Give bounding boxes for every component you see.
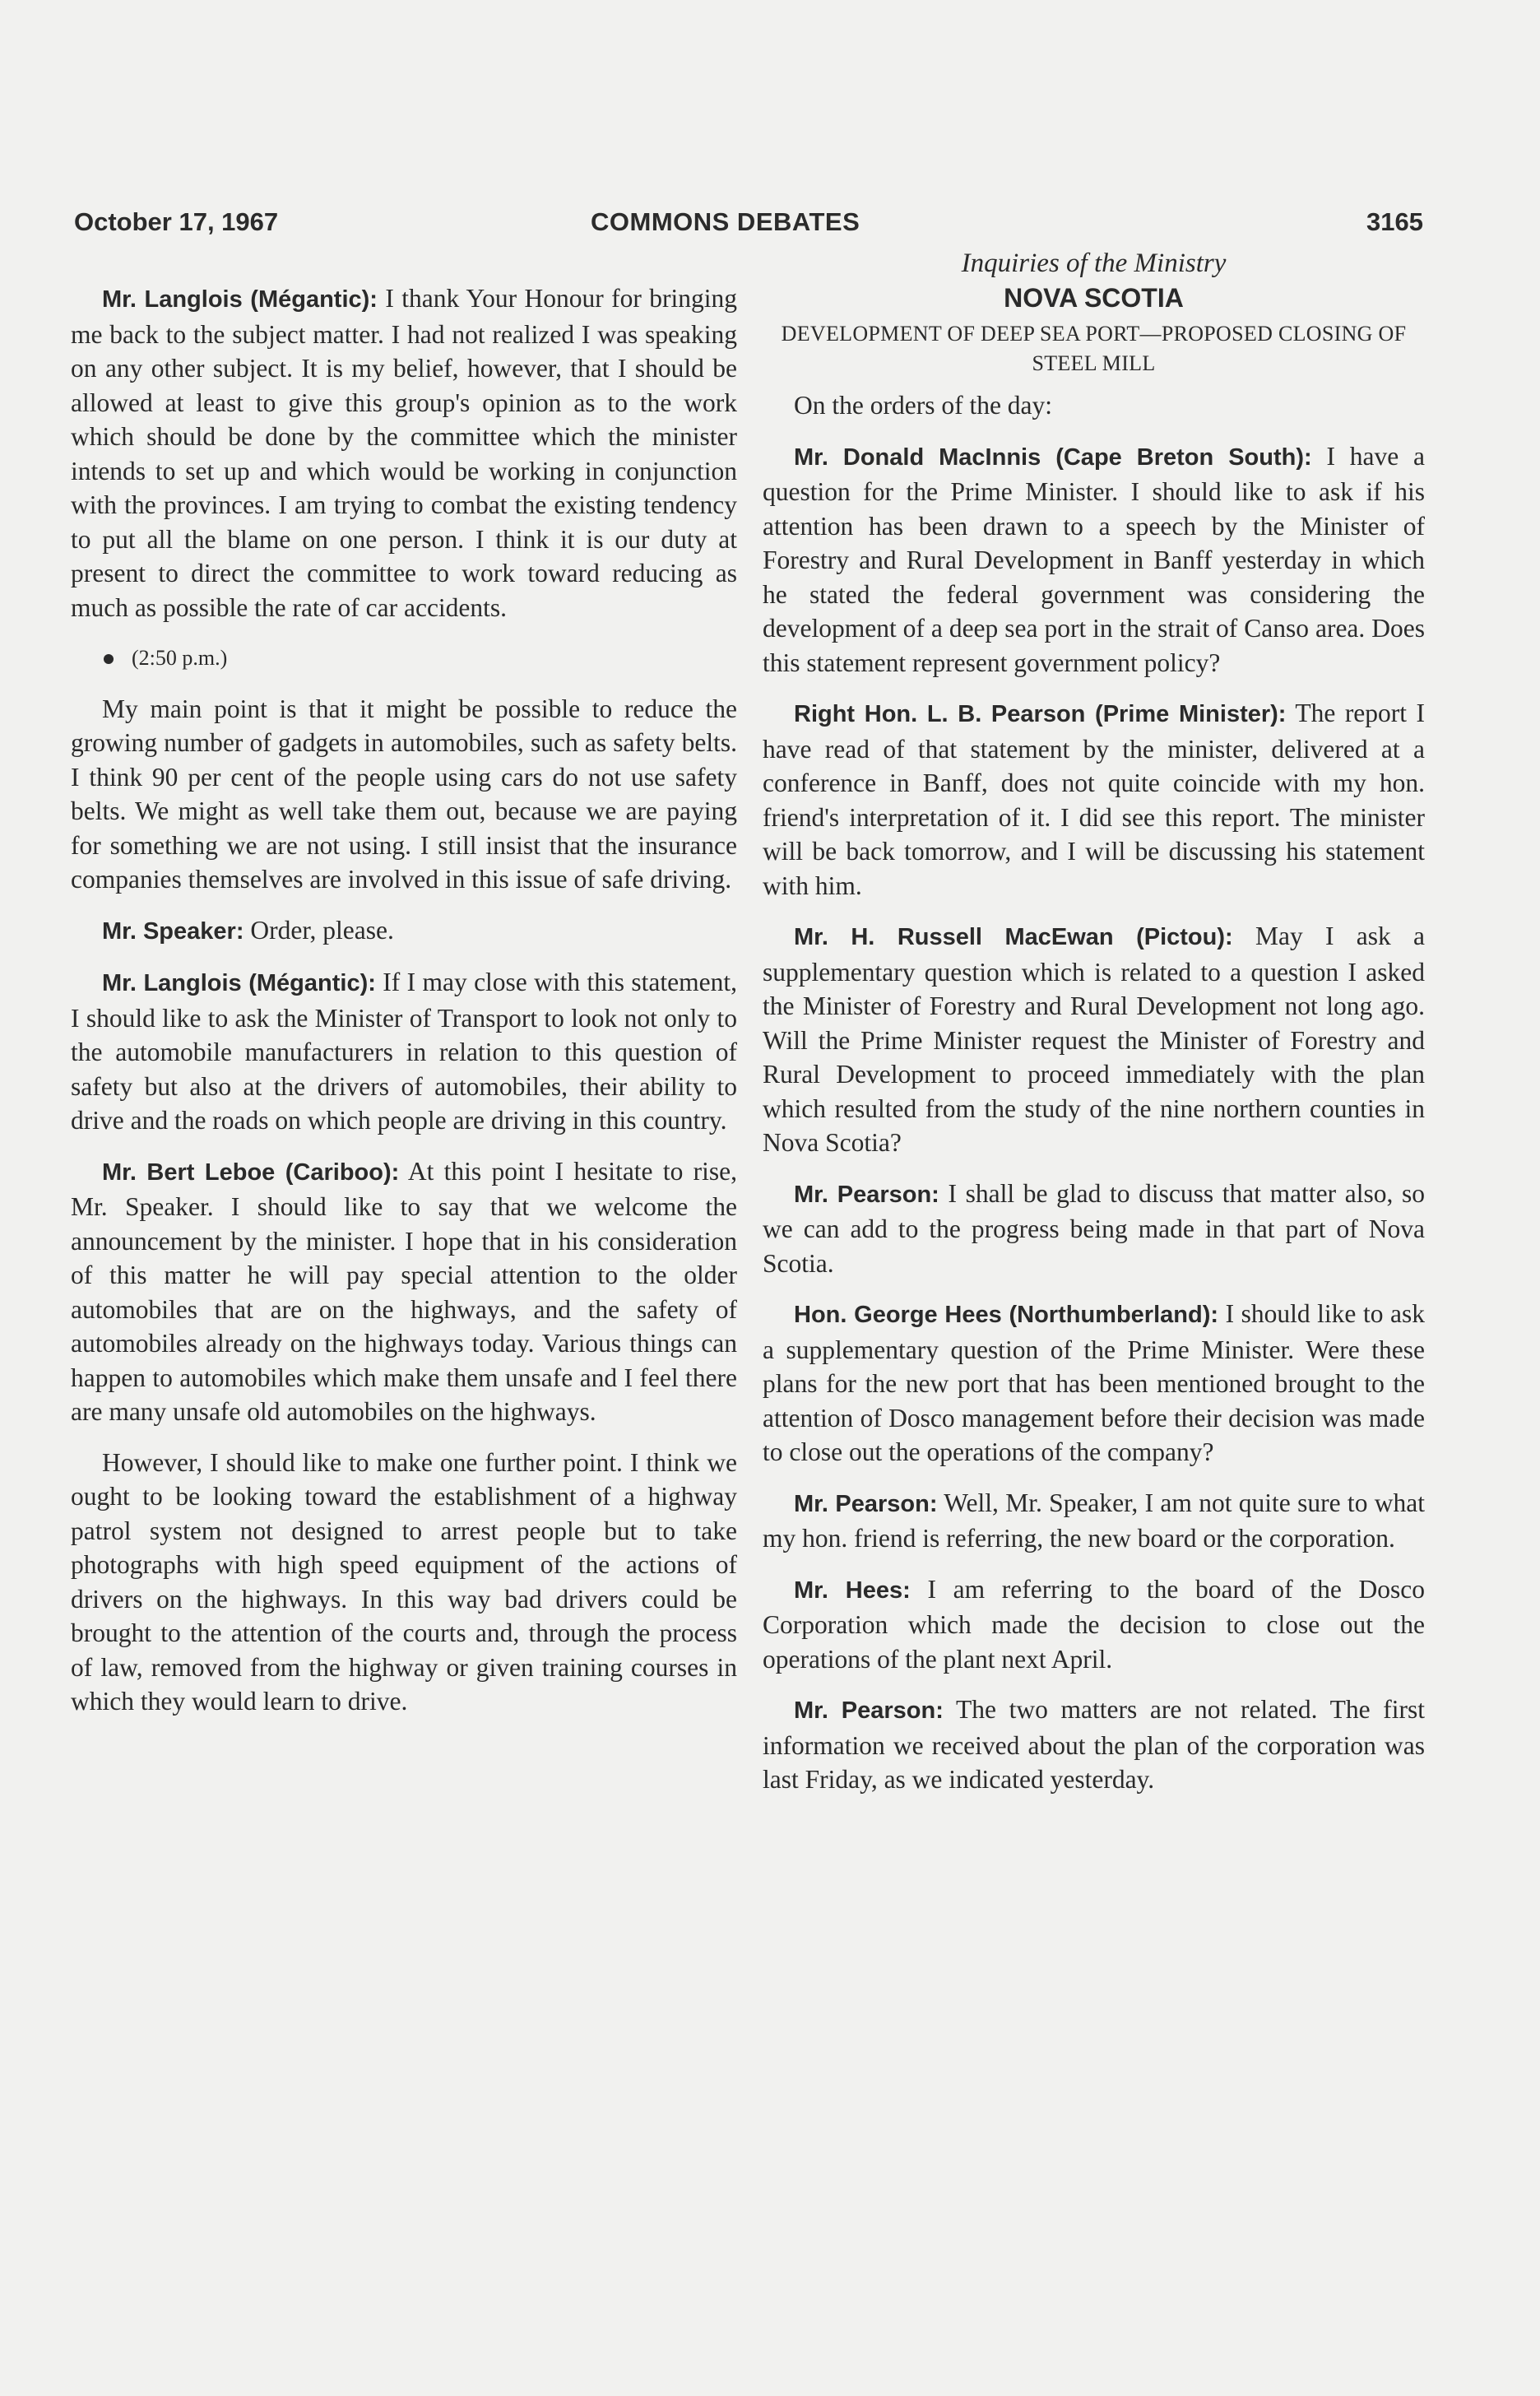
paragraph-text: I am referring to the board of the Dosco Corporation which made the decision to close out the operations of the plant next April. <box>763 1574 1426 1674</box>
time-marker <box>71 641 737 676</box>
speaker-name: Mr. Langlois (Mégantic): <box>102 286 378 313</box>
paragraph <box>71 965 737 1138</box>
speaker-name: Mr. Pearson: <box>794 1181 939 1208</box>
paragraph <box>763 1693 1425 1797</box>
header-title: COMMONS DEBATES <box>591 207 860 236</box>
paragraph <box>763 439 1425 680</box>
right-column <box>763 247 1425 1813</box>
speaker-name: Mr. Bert Leboe (Cariboo): <box>102 1159 400 1186</box>
left-column <box>71 281 737 1735</box>
section-label: Inquiries of the Ministry <box>961 248 1227 278</box>
paragraph-text: I shall be glad to discuss that matter also, so we can add to the progress being made in that part of Nova Scotia. <box>763 1178 1425 1278</box>
paragraph <box>71 1154 737 1429</box>
paragraph-text: I should like to ask a supplementary question of the Prime Minister. Were these plans for the new port that has been mentioned brought to the attention of Dosco management before their decision was made to close out the operations of the company? <box>763 1299 1425 1466</box>
paragraph <box>763 1297 1425 1470</box>
header-date: October 17, 1967 <box>74 207 279 236</box>
paragraph-text: The two matters are not related. The first information we received about the plan of the corporation was last Friday, as we indicated yesterday. <box>763 1695 1426 1794</box>
paragraph <box>71 913 737 950</box>
paragraph-text: The report I have read of that statement by the minister, delivered at a conference in Banff, does not quite coincide with my hon. friend's interpretation of it. I did see this report. The minister will be back tomorrow, and I will be discussing his statement with him. <box>763 699 1425 900</box>
speaker-name: Mr. Pearson: <box>794 1697 944 1724</box>
paragraph <box>71 281 737 625</box>
speaker-name: Mr. Speaker: <box>102 917 244 945</box>
section-subheading: DEVELOPMENT OF DEEP SEA PORT—PROPOSED CLOSING OF STEEL MILL <box>781 322 1407 375</box>
paragraph-text: At this point I hesitate to rise, Mr. Speaker. I should like to say that we welcome the announcement by the minister. I hope that in his consideration of this matter he will pay special attention to the older automobiles that are on the highways, and the safety of automobiles already on the highways today. Various things can happen to automobiles which make them unsafe and I feel there are many unsafe old automobiles on the highways. <box>71 1156 737 1426</box>
time-marker-text: (2:50 p.m.) <box>132 646 228 670</box>
paragraph-text: Order, please. <box>244 915 394 945</box>
paragraph <box>763 696 1425 903</box>
speaker-name: Mr. H. Russell MacEwan (Pictou): <box>794 924 1233 950</box>
paragraph-text: However, I should like to make one further point. I think we ought to be looking toward the establishment of a highway patrol system not designed to arrest people but to take photographs with high speed equipment of the actions of drivers on the highways. In this way bad drivers could be brought to the attention of the courts and, through the process of law, removed from the highway or given training courses in which they would learn to drive. <box>71 1447 737 1716</box>
paragraph <box>763 1177 1425 1281</box>
paragraph-text: If I may close with this statement, I should like to ask the Minister of Transport to look not only to the automobile manufacturers in relation to this question of safety but also at the drivers of automobiles, their ability to drive and the roads on which people are driving in this country. <box>71 968 737 1135</box>
paragraph-text: Well, Mr. Speaker, I am not quite sure to what my hon. friend is referring, the new board or the corporation. <box>763 1488 1426 1553</box>
paragraph <box>763 919 1425 1160</box>
section-heading: NOVA SCOTIA <box>1004 283 1184 313</box>
speaker-name: Mr. Pearson: <box>794 1490 938 1517</box>
speaker-name: Hon. George Hees (Northumberland): <box>794 1302 1219 1328</box>
paragraph <box>763 1486 1425 1556</box>
paragraph-text: My main point is that it might be possible to reduce the growing number of gadgets in automobiles, such as safety belts. I think 90 per cent of the people using cars do not use safety belts. We might as well take them out, because we are paying for something we are not using. I still insist that the insurance companies themselves are involved in this issue of safe driving. <box>71 694 737 894</box>
paragraph <box>763 1572 1425 1677</box>
paragraph-text: I have a question for the Prime Minister. I should like to ask if his attention has been drawn to a speech by the Minister of Forestry and Rural Development in Banff yesterday in which he stated the federal government was considering the development of a deep sea port in the strait of Canso area. Does this statement represent government policy? <box>763 441 1425 677</box>
orders-of-the-day: On the orders of the day: <box>794 391 1053 420</box>
paragraph-text: May I ask a supplementary question which is related to a question I asked the Minister of Forestry and Rural Development not long ago. Will the Prime Minister request the Minister of Forestry and Rural Development to proceed immediately with the plan which resulted from the study of the nine northern counties in Nova Scotia? <box>763 922 1426 1157</box>
speaker-name: Mr. Donald MacInnis (Cape Breton South): <box>794 443 1312 471</box>
paragraph <box>71 692 737 897</box>
speaker-name: Mr. Hees: <box>794 1576 911 1604</box>
speaker-name: Mr. Langlois (Mégantic): <box>102 970 376 996</box>
paragraph <box>71 1446 737 1719</box>
speaker-name: Right Hon. L. B. Pearson (Prime Minister): <box>794 701 1287 727</box>
page-header <box>74 207 1423 248</box>
paragraph-text: I thank Your Honour for bringing me back to the subject matter. I had not realized I was speaking on any other subject. It is my belief, however, that I should be allowed at least to give this group's opinion as to the work which should be done by the committee which the minister intends to set up and which would be working in conjunction with the provinces. I am trying to combat the existing tendency to put all the blame on one person. I think it is our duty at present to direct the committee to work toward reducing as much as possible the rate of car accidents. <box>71 284 737 622</box>
header-page-number: 3165 <box>1366 207 1423 236</box>
bullet-icon <box>104 654 114 664</box>
